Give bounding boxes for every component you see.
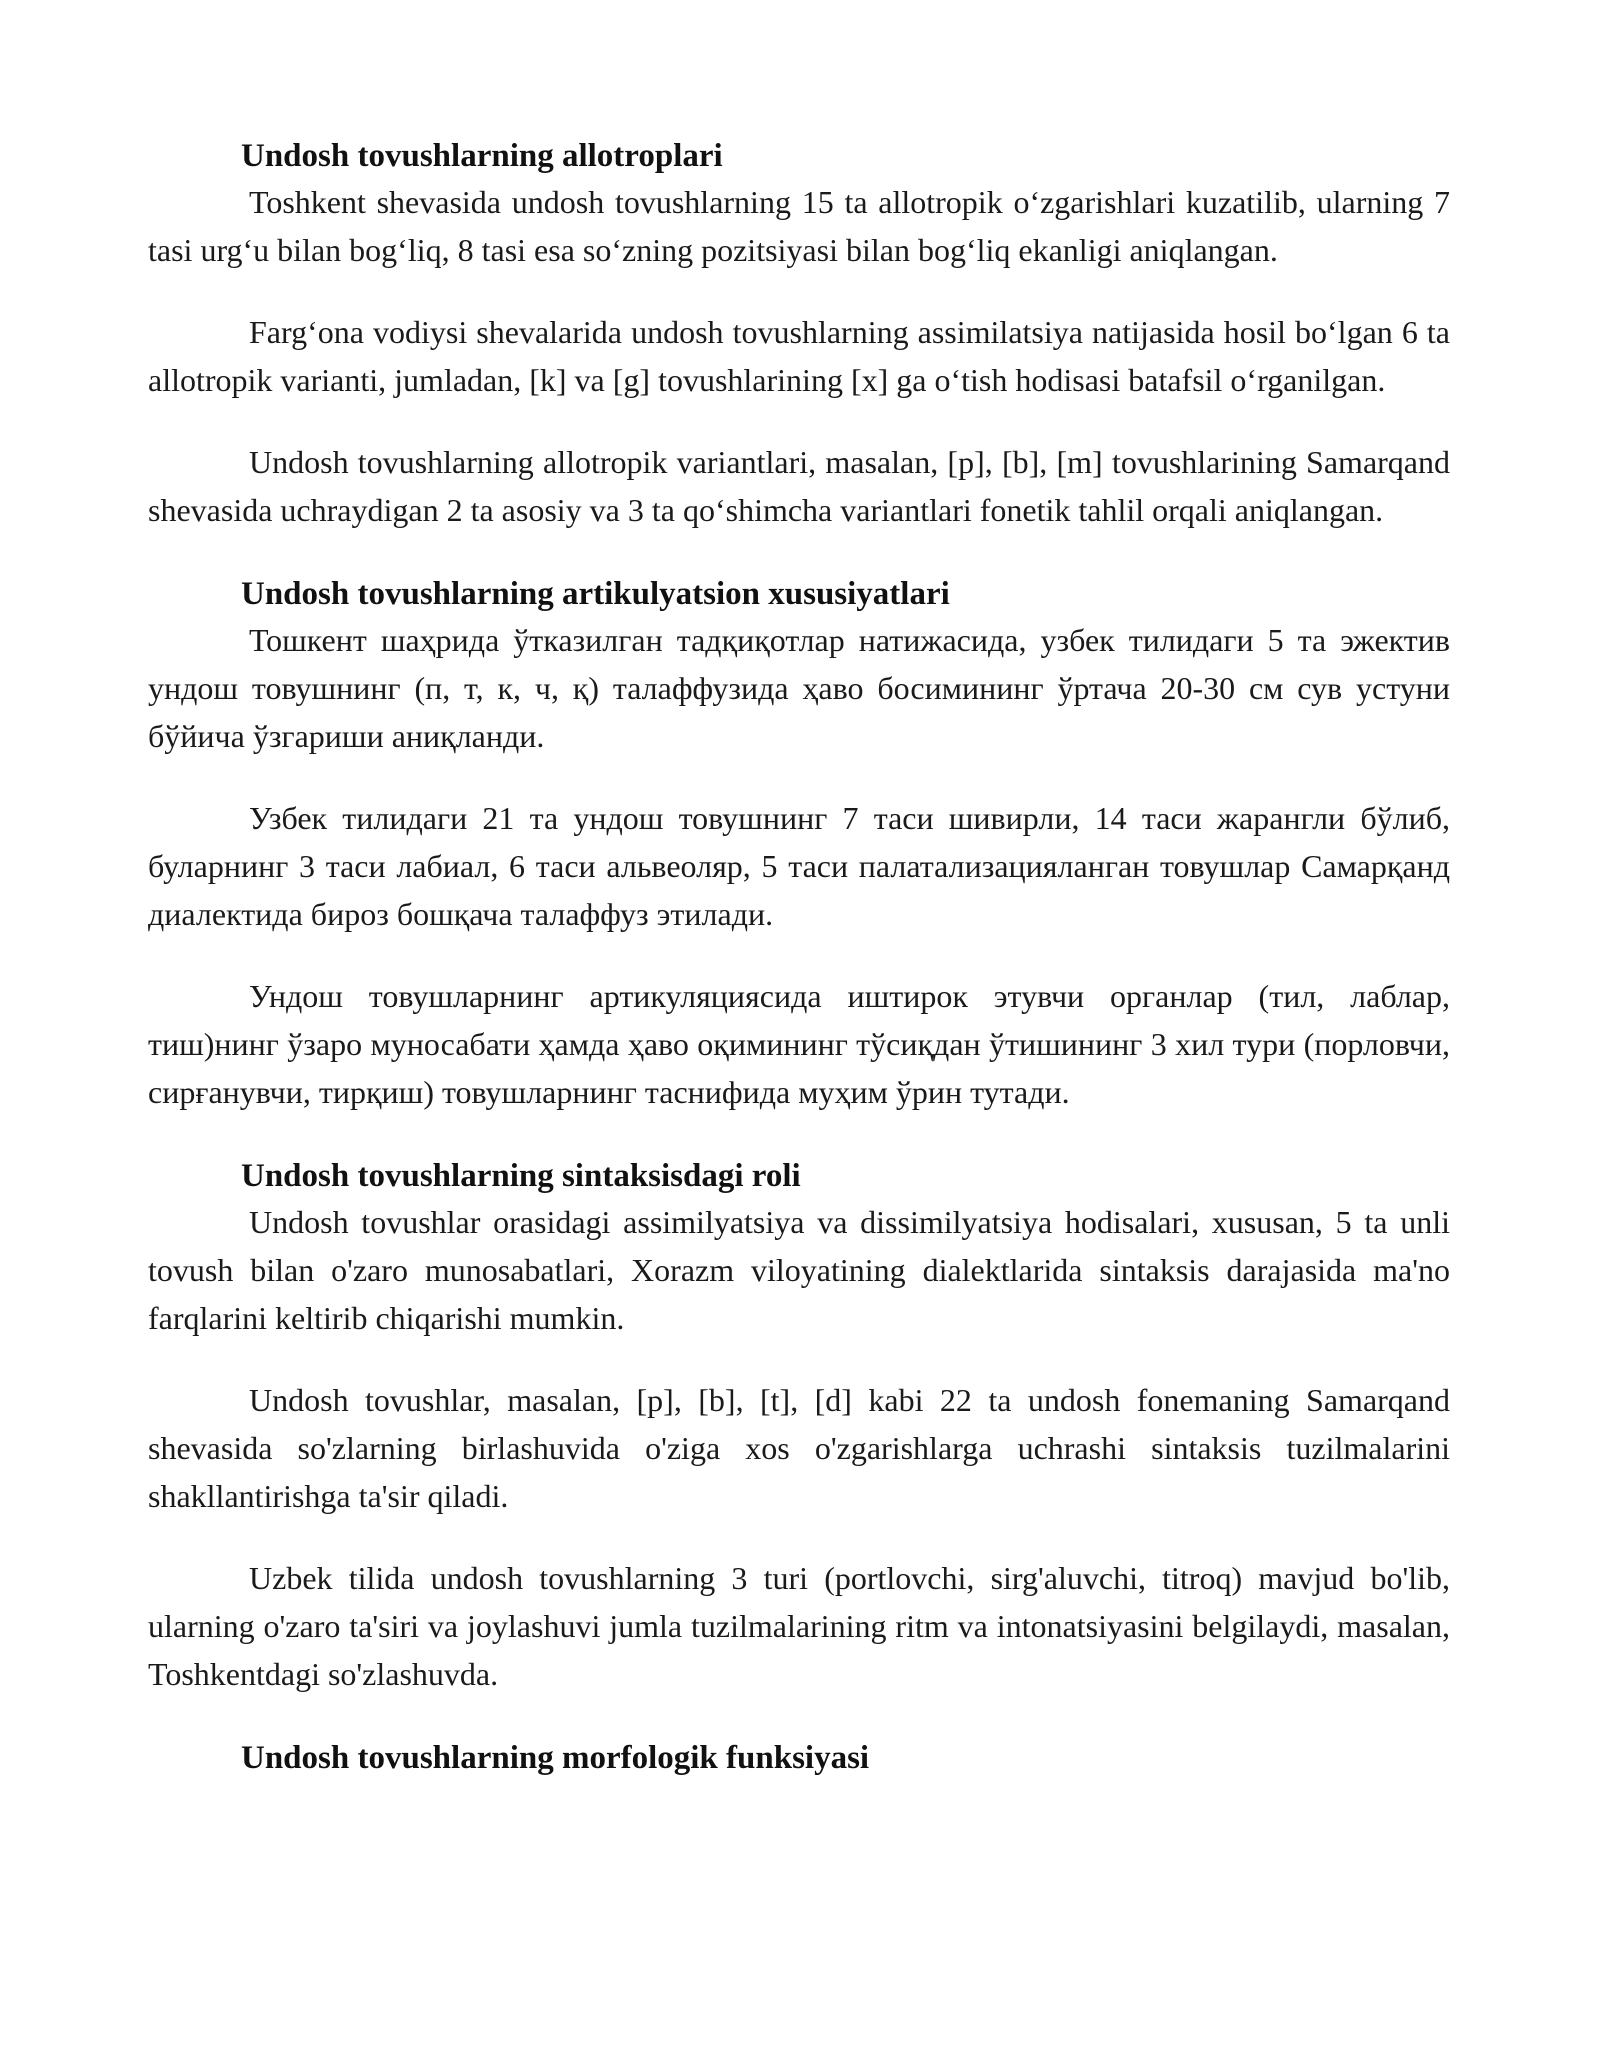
paragraph: Тошкент шаҳрида ўтказилган тадқиқотлар натижасида, узбек тилидаги 5 та эжектив ундош товушнинг (п, т, к, ч, қ) талаффузида ҳаво босимининг ўртача 20-30 см сув устуни бўйича ўзгариши аниқланди.: [148, 622, 1450, 754]
paragraph: Toshkent shevasida undosh tovushlarning 15 ta allotropik o‘zgarishlari kuzatilib, ularning 7 tasi urg‘u bilan bog‘liq, 8 tasi esa so‘zning pozitsiyasi bilan bog‘liq ekanligi aniqlangan.: [148, 184, 1450, 268]
paragraph: Undosh tovushlar orasidagi assimilyatsiya va dissimilyatsiya hodisalari, xususan, 5 ta unli tovush bilan o'zaro munosabatlari, Xorazm viloyatining dialektlarida sintaksis darajasida ma'no farqlarini keltirib chiqarishi mumkin.: [148, 1204, 1450, 1336]
section-morphology: [148, 1734, 1450, 1782]
paragraph: Undosh tovushlarning allotropik variantlari, masalan, [p], [b], [m] tovushlarining Samarqand shevasida uchraydigan 2 ta asosiy va 3 ta qo‘shimcha variantlari fonetik tahlil orqali aniqlangan.: [148, 444, 1450, 528]
section-heading: Undosh tovushlarning artikulyatsion xususiyatlari: [241, 576, 950, 612]
section-syntax: [148, 1152, 1450, 1698]
paragraph: Uzbek tilida undosh tovushlarning 3 turi (portlovchi, sirg'aluvchi, titroq) mavjud bo'lib, ularning o'zaro ta'siri va joylashuvi jumla tuzilmalarining ritm va intonatsiyasini belgilaydi, masalan, Toshkentdagi so'zlashuvda.: [148, 1560, 1450, 1692]
paragraph: Ундош товушларнинг артикуляциясида иштирок этувчи органлар (тил, лаблар, тиш)нинг ўзаро муносабати ҳамда ҳаво оқимининг тўсиқдан ўтишининг 3 хил тури (порловчи, сирғанувчи, тирқиш) товушларнинг таснифида муҳим ўрин тутади.: [148, 978, 1450, 1110]
section-heading: Undosh tovushlarning allotroplari: [241, 138, 723, 174]
paragraph: Узбек тилидаги 21 та ундош товушнинг 7 таси шивирли, 14 таси жарангли бўлиб, буларнинг 3 таси лабиал, 6 таси альвеоляр, 5 таси палатализацияланган товушлар Самарқанд диалектида бироз бошқача талаффуз этилади.: [148, 800, 1450, 932]
section-allotropes: [148, 132, 1450, 534]
paragraph: Undosh tovushlar, masalan, [p], [b], [t], [d] kabi 22 ta undosh fonemaning Samarqand shevasida so'zlarning birlashuvida o'ziga xos o'zgarishlarga uchrashi sintaksis tuzilmalarini shakllantirishga ta'sir qiladi.: [148, 1382, 1450, 1514]
paragraph: Farg‘ona vodiysi shevalarida undosh tovushlarning assimilatsiya natijasida hosil bo‘lgan 6 ta allotropik varianti, jumladan, [k] va [g] tovushlarining [x] ga o‘tish hodisasi batafsil o‘rganilgan.: [148, 314, 1450, 398]
document-page: [148, 132, 1450, 1782]
section-articulation: [148, 570, 1450, 1116]
section-heading: Undosh tovushlarning morfologik funksiyasi: [241, 1740, 870, 1776]
section-heading: Undosh tovushlarning sintaksisdagi roli: [241, 1158, 801, 1194]
